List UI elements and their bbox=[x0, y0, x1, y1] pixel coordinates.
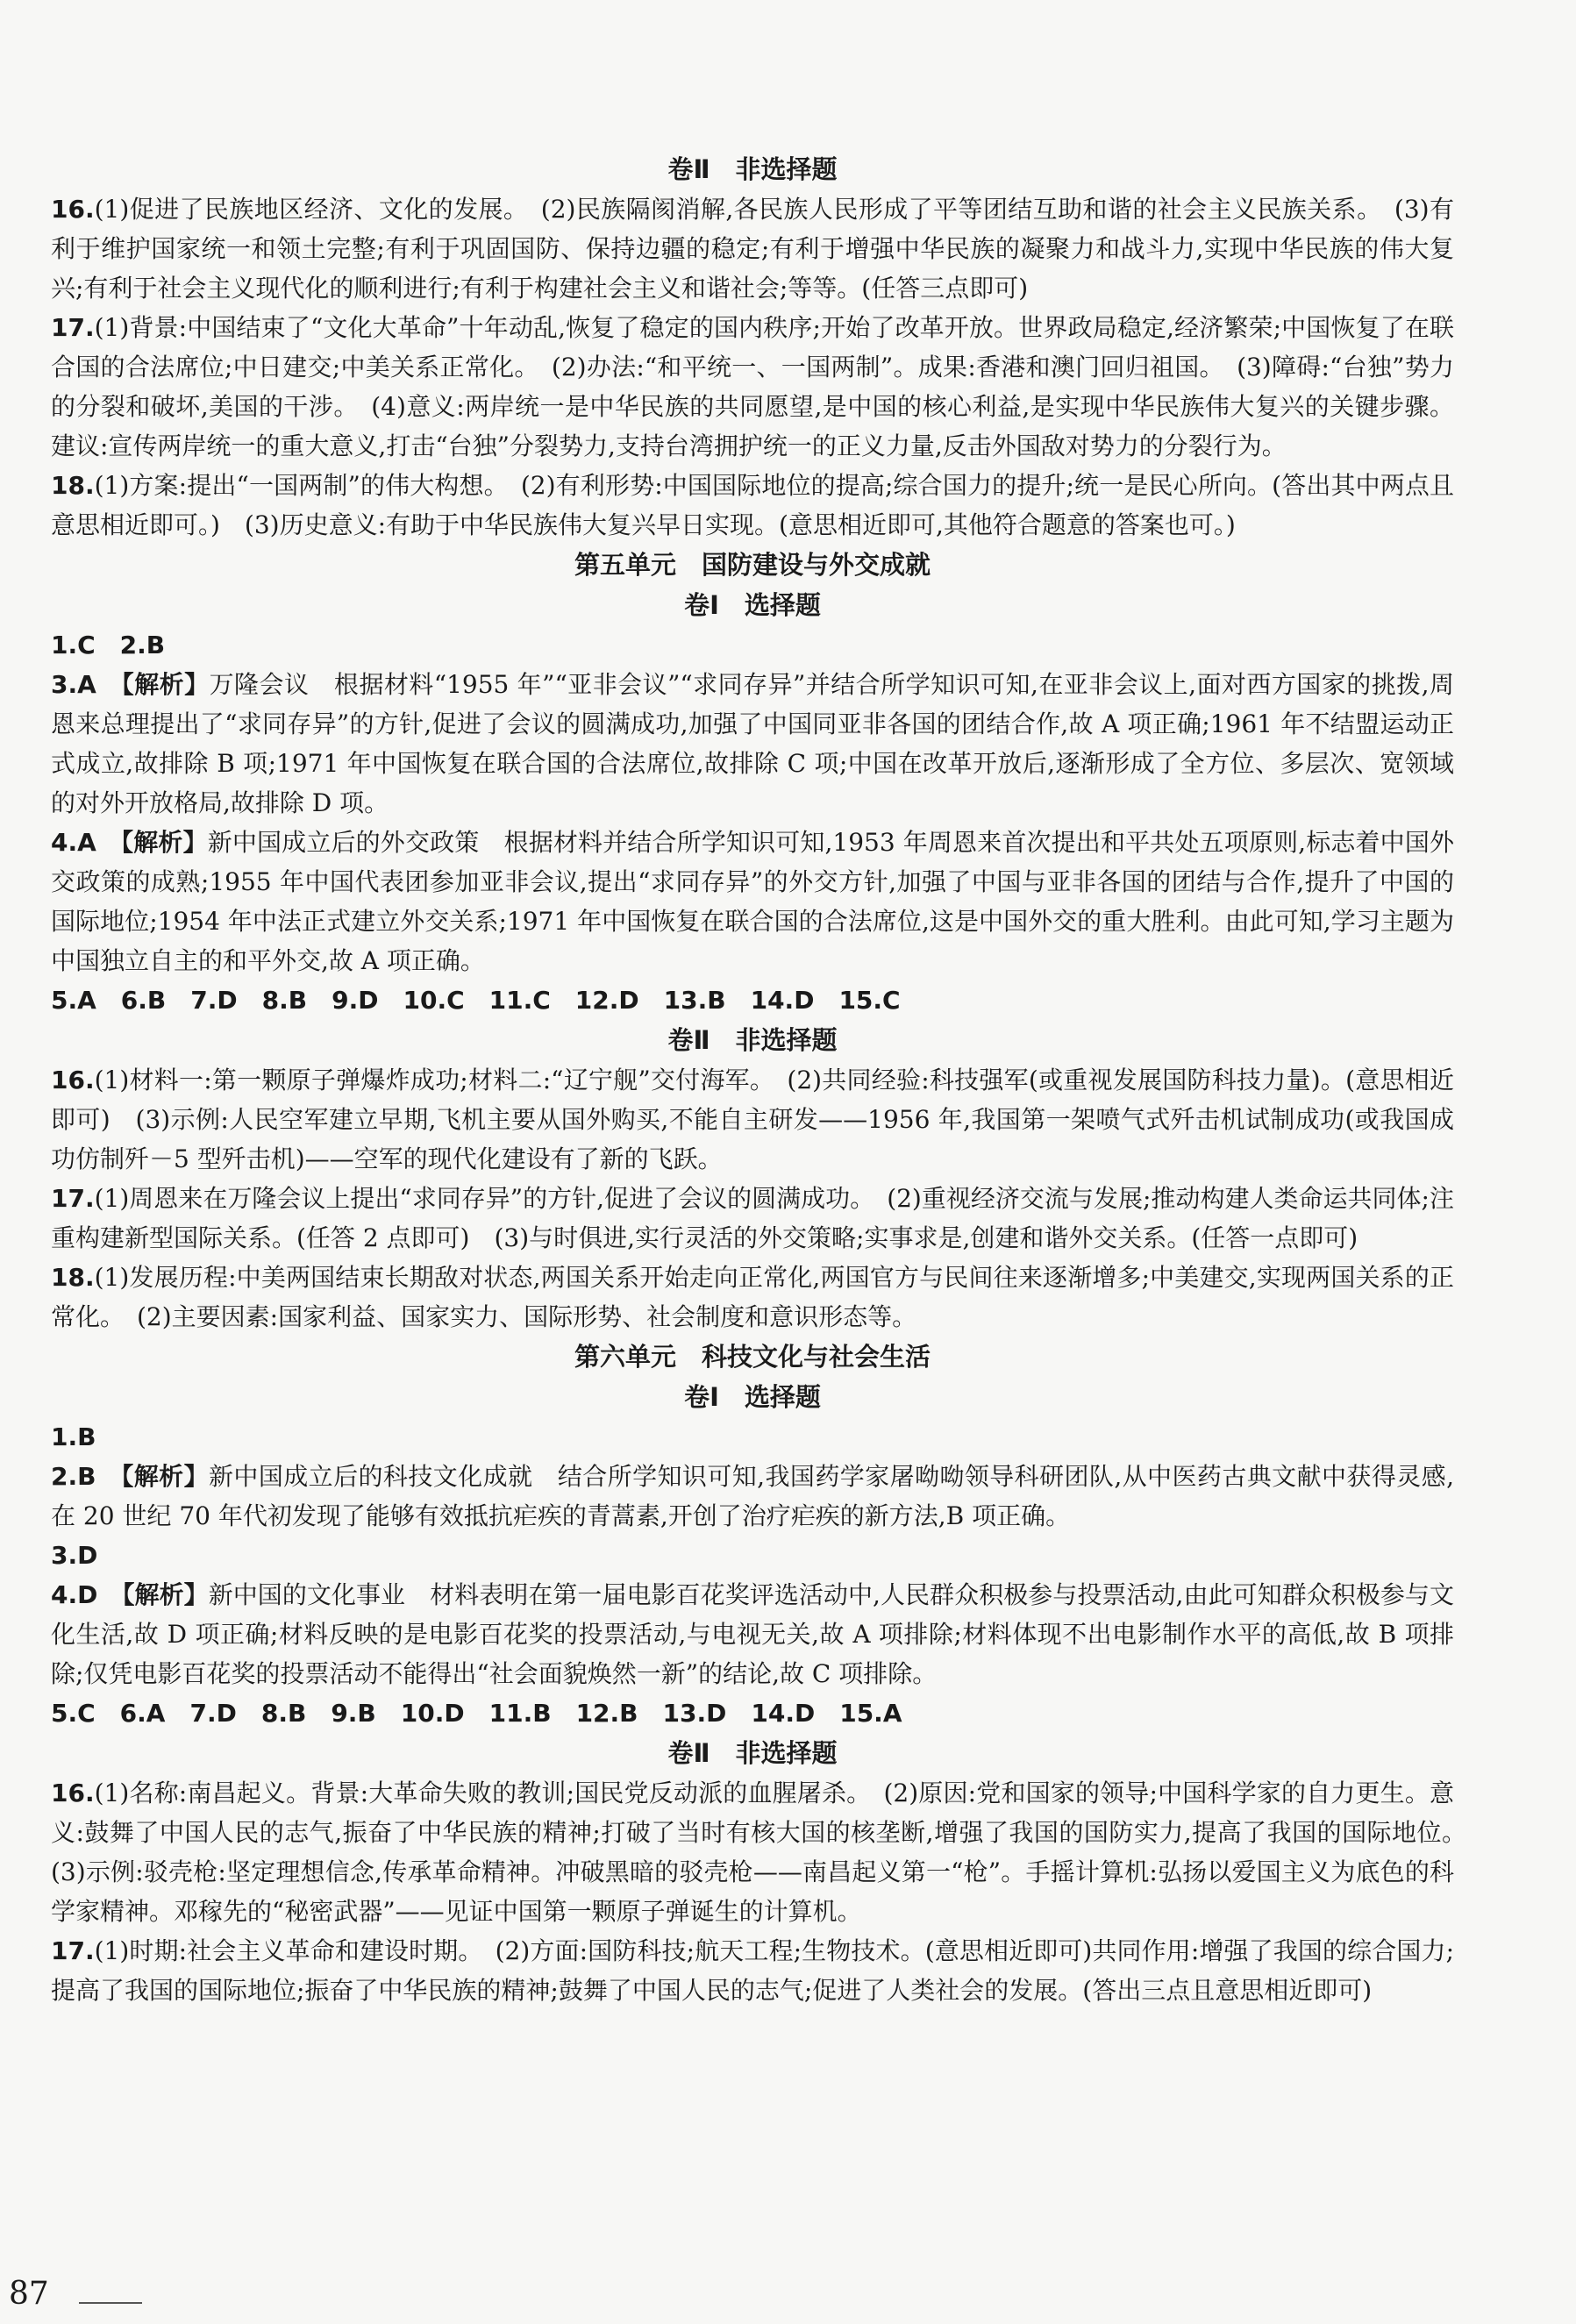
answer-text: 新中国成立后的外交政策 根据材料并结合所学知识可知,1953 年周恩来首次提出和平共处五项原则,标志着中国外交政策的成熟;1955 年中国代表团参加亚非会议,提出“求同存异”的外交方针,加强了中国与亚非各国的团结与合作,提升了中国的国际地位;1954 年中法正式建立外交关系;1971 年中国恢复在联合国的合法席位,这是中国外交的重大胜利。由此可知,学习主题为中国独立自主的和平外交,故 A 项正确。 bbox=[51, 828, 1454, 975]
question-number: 17. bbox=[51, 1936, 95, 1965]
mc-answer: 11.B bbox=[488, 1699, 552, 1728]
question-number: 18. bbox=[51, 1263, 95, 1292]
mc-answer: 5.C bbox=[51, 1699, 96, 1728]
mc-answer: 1.B bbox=[51, 1422, 96, 1451]
mc-answer: 2.B bbox=[119, 631, 166, 659]
mc-answer: 13.B bbox=[663, 986, 726, 1015]
page-number-rule bbox=[79, 2302, 142, 2304]
answer-4 bbox=[51, 823, 1454, 980]
answer-17 bbox=[51, 1931, 1454, 2010]
answer-text: 万隆会议 根据材料“1955 年”“亚非会议”“求同存异”并结合所学知识可知,在亚非会议上,面对西方国家的挑拨,周恩来总理提出了“求同存异”的方针,促进了会议的圆满成功,加强了中国同亚非各国的团结合作,故 A 项正确;1961 年不结盟运动正式成立,故排除 B 项;1971 年中国恢复在联合国的合法席位,故排除 C 项;中国在改革开放后,逐渐形成了全方位、多层次、宽领域的对外开放格局,故排除 D 项。 bbox=[51, 670, 1454, 817]
mc-answer: 3.D bbox=[51, 1541, 98, 1570]
answer-text: 新中国的文化事业 材料表明在第一届电影百花奖评选活动中,人民群众积极参与投票活动,由此可知群众积极参与文化生活,故 D 项正确;材料反映的是电影百花奖的投票活动,与电视无关,故 A 项排除;材料体现不出电影制作水平的高低,故 B 项排除;仅凭电影百花奖的投票活动不能得出“社会面貌焕然一新”的结论,故 C 项排除。 bbox=[51, 1580, 1454, 1688]
unit-title: 第六单元 科技文化与社会生活 bbox=[574, 1342, 931, 1372]
mc-answer: 9.B bbox=[331, 1699, 376, 1728]
question-number: 17. bbox=[51, 1184, 95, 1213]
analysis-tag: 【解析】 bbox=[121, 670, 210, 699]
analysis-tag: 【解析】 bbox=[122, 1580, 209, 1609]
page-number: 87 bbox=[9, 2276, 49, 2312]
section-heading: 卷Ⅱ 非选择题 bbox=[667, 154, 838, 184]
question-number: 2. bbox=[51, 1462, 78, 1491]
mc-answer: 14.D bbox=[751, 1699, 816, 1728]
question-number: 18. bbox=[51, 471, 95, 500]
question-number: 4. bbox=[51, 828, 78, 857]
answer-16 bbox=[51, 1773, 1480, 1931]
mc-answer: 7.D bbox=[189, 1699, 237, 1728]
answer-text: (1)方案:提出“一国两制”的伟大构想。 (2)有利形势:中国国际地位的提高;综合国力的提升;统一是民心所向。(答出其中两点且意思相近即可。) (3)历史意义:有助于中华民族伟大复兴早日实现。(意思相近即可,其他符合题意的答案也可。) bbox=[51, 471, 1454, 539]
answer-text: (1)周恩来在万隆会议上提出“求同存异”的方针,促进了会议的圆满成功。 (2)重视经济交流与发展;推动构建人类命运共同体;注重构建新型国际关系。(任答 2 点即可) (3)与时俱进,实行灵活的外交策略;实事求是,创建和谐外交关系。(任答一点即可) bbox=[51, 1184, 1454, 1252]
mc-answer: 12.B bbox=[575, 1699, 638, 1728]
answer-16 bbox=[51, 1060, 1454, 1179]
section-heading: 卷Ⅱ 非选择题 bbox=[667, 1738, 838, 1768]
answer-3 bbox=[51, 665, 1454, 823]
answer-18 bbox=[51, 1258, 1454, 1337]
mc-answer: 5.A bbox=[51, 986, 96, 1015]
answer-2 bbox=[51, 1457, 1454, 1536]
choice: A bbox=[77, 828, 96, 857]
answer-text: 新中国成立后的科技文化成就 结合所学知识可知,我国药学家屠呦呦领导科研团队,从中医药古典文献中获得灵感,在 20 世纪 70 年代初发现了能够有效抵抗疟疾的青蒿素,开创了治疗疟疾的新方法,B 项正确。 bbox=[51, 1462, 1454, 1530]
answer-17 bbox=[51, 308, 1454, 466]
unit-title: 第五单元 国防建设与外交成就 bbox=[574, 550, 931, 580]
question-number: 17. bbox=[51, 313, 95, 342]
question-number: 3. bbox=[51, 670, 78, 699]
mc-answer: 10.D bbox=[400, 1699, 465, 1728]
question-number: 4. bbox=[51, 1580, 78, 1609]
answer-text: (1)时期:社会主义革命和建设时期。 (2)方面:国防科技;航天工程;生物技术。(意思相近即可)共同作用:增强了我国的综合国力;提高了我国的国际地位;振奋了中华民族的精神;鼓舞了中国人民的志气;促进了人类社会的发展。(答出三点且意思相近即可) bbox=[51, 1936, 1454, 2005]
choice: B bbox=[77, 1462, 96, 1491]
answer-4 bbox=[51, 1575, 1454, 1693]
analysis-tag: 【解析】 bbox=[121, 828, 208, 857]
answer-3 bbox=[51, 1536, 1454, 1575]
answer-text: (1)名称:南昌起义。背景:大革命失败的教训;国民党反动派的血腥屠杀。 (2)原因:党和国家的领导;中国科学家的自力更生。意义:鼓舞了中国人民的志气,振奋了中华民族的精神;打破了当时有核大国的核垄断,增强了我国的国防实力,提高了我国的国际地位。 (3)示例:驳壳枪:坚定理想信念,传承革命精神。冲破黑暗的驳壳枪——南昌起义第一“枪”。手摇计算机:弘扬以爱国主义为底色的科学家精神。邓稼先的“秘密武器”——见证中国第一颗原子弹诞生的计算机。 bbox=[51, 1779, 1480, 1926]
mc-answer: 10.C bbox=[403, 986, 465, 1015]
mc-answer: 8.B bbox=[260, 1699, 307, 1728]
mc-answer: 1.C bbox=[51, 631, 96, 659]
choice: D bbox=[77, 1580, 98, 1609]
mc-answer: 14.D bbox=[750, 986, 815, 1015]
answer-text: (1)发展历程:中美两国结束长期敌对状态,两国关系开始走向正常化,两国官方与民间往来逐渐增多;中美建交,实现两国关系的正常化。 (2)主要因素:国家利益、国家实力、国际形势、社会制度和意识形态等。 bbox=[51, 1263, 1454, 1331]
section-heading: 卷Ⅰ 选择题 bbox=[684, 590, 821, 620]
answer-18 bbox=[51, 466, 1454, 545]
mc-answers bbox=[51, 1693, 1454, 1733]
choice: A bbox=[77, 670, 96, 699]
question-number: 16. bbox=[51, 1779, 95, 1807]
mc-answer: 7.D bbox=[190, 986, 238, 1015]
analysis-tag: 【解析】 bbox=[121, 1462, 209, 1491]
mc-answers bbox=[51, 625, 1454, 665]
question-number: 16. bbox=[51, 1066, 95, 1094]
mc-answer: 12.D bbox=[574, 986, 639, 1015]
page-content bbox=[51, 149, 1480, 2010]
mc-answer: 6.B bbox=[120, 986, 167, 1015]
mc-answer: 15.C bbox=[838, 986, 901, 1015]
answer-text: (1)背景:中国结束了“文化大革命”十年动乱,恢复了稳定的国内秩序;开始了改革开放。世界政局稳定,经济繁荣;中国恢复了在联合国的合法席位;中日建交;中美关系正常化。 (2)办法:“和平统一、一国两制”。成果:香港和澳门回归祖国。 (3)障碍:“台独”势力的分裂和破坏,美国的干涉。 (4)意义:两岸统一是中华民族的共同愿望,是中国的核心利益,是实现中华民族伟大复兴的关键步骤。建议:宣传两岸统一的重大意义,打击“台独”分裂势力,支持台湾拥护统一的正义力量,反击外国敌对势力的分裂行为。 bbox=[51, 313, 1454, 460]
question-number: 16. bbox=[51, 195, 95, 224]
mc-answer: 8.B bbox=[261, 986, 308, 1015]
answer-text: (1)促进了民族地区经济、文化的发展。 (2)民族隔阂消解,各民族人民形成了平等团结互助和谐的社会主义民族关系。 (3)有利于维护国家统一和领土完整;有利于巩固国防、保持边疆的稳定;有利于增强中华民族的凝聚力和战斗力,实现中华民族的伟大复兴;有利于社会主义现代化的顺利进行;有利于构建社会主义和谐社会;等等。(任答三点即可) bbox=[51, 195, 1454, 303]
section-heading: 卷Ⅰ 选择题 bbox=[684, 1382, 821, 1412]
mc-answer: 11.C bbox=[488, 986, 551, 1015]
section-heading: 卷Ⅱ 非选择题 bbox=[667, 1025, 838, 1055]
answer-16 bbox=[51, 189, 1454, 308]
mc-answer: 15.A bbox=[839, 1699, 902, 1728]
mc-answers bbox=[51, 980, 1454, 1020]
mc-answer: 9.D bbox=[332, 986, 379, 1015]
answer-17 bbox=[51, 1179, 1454, 1258]
answer-1 bbox=[51, 1417, 1454, 1457]
mc-answer: 13.D bbox=[662, 1699, 727, 1728]
answer-text: (1)材料一:第一颗原子弹爆炸成功;材料二:“辽宁舰”交付海军。 (2)共同经验:科技强军(或重视发展国防科技力量)。(意思相近即可) (3)示例:人民空军建立早期,飞机主要从国外购买,不能自主研发——1956 年,我国第一架喷气式歼击机试制成功(或我国成功仿制歼－5 型歼击机)——空军的现代化建设有了新的飞跃。 bbox=[51, 1066, 1454, 1173]
mc-answer: 6.A bbox=[119, 1699, 166, 1728]
